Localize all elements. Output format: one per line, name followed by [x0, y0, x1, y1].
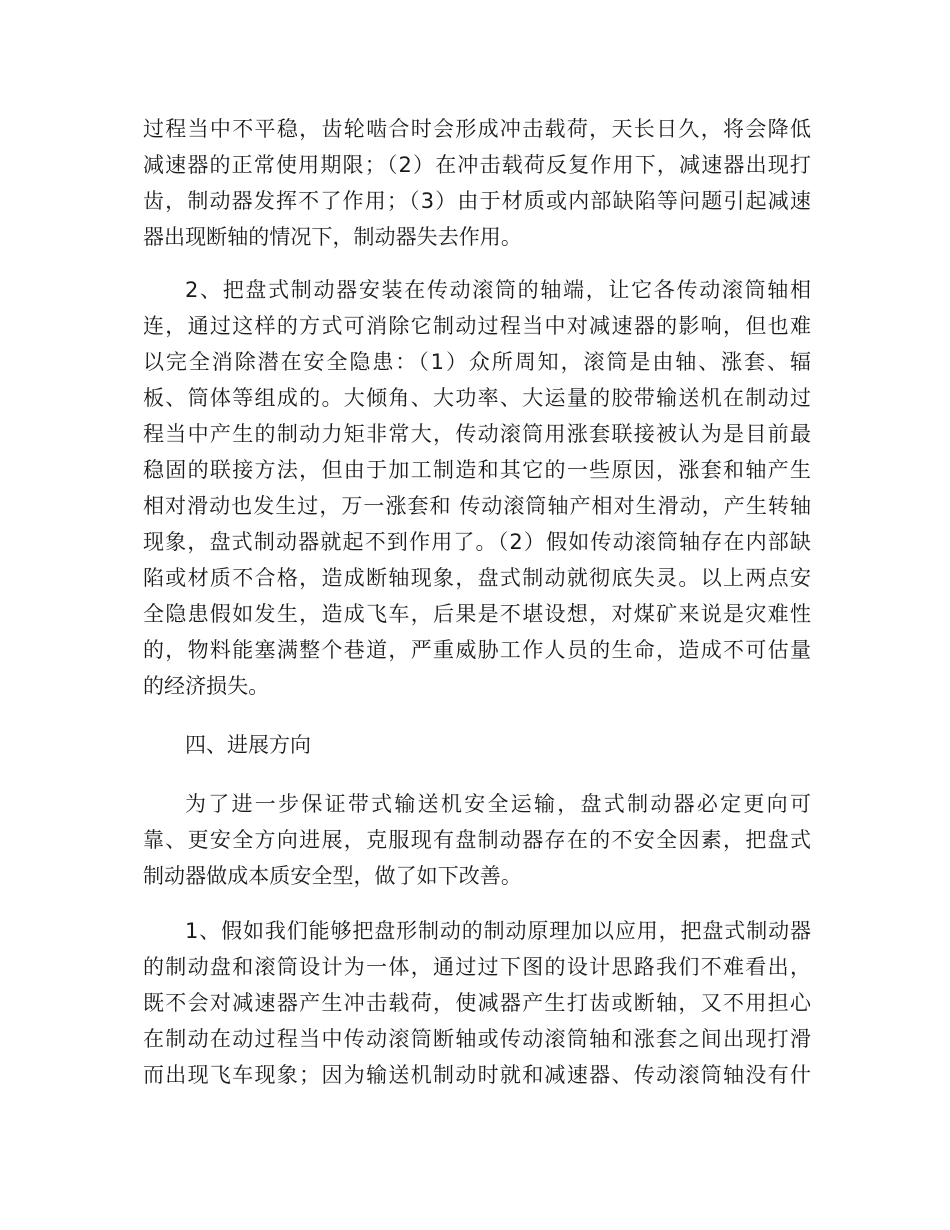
- section-heading: 四、进展方向: [185, 733, 311, 757]
- text-line: 的制动盘和滚筒设计为一体，通过过下图的设计思路我们不难看出，: [143, 955, 811, 979]
- text-line: 1、假如我们能够把盘形制动的制动原理加以应用，把盘式制动器: [185, 919, 811, 943]
- text-line: 板、筒体等组成的。大倾角、大功率、大运量的胶带输送机在制动过: [143, 386, 811, 410]
- text-line: 既不会对减速器产生冲击载荷，使减器产生打齿或断轴，又不用担心: [143, 991, 811, 1015]
- text-line: 连，通过这样的方式可消除它制动过程当中对减速器的影响，但也难: [143, 314, 811, 338]
- text-line: 为了进一步保证带式输送机安全运输，盘式制动器必定更向可: [185, 792, 811, 816]
- text-line: 现象，盘式制动器就起不到作用了。（2）假如传动滚筒轴存在内部缺: [143, 530, 811, 554]
- text-line: 齿，制动器发挥不了作用；（3）由于材质或内部缺陷等问题引起减速: [143, 189, 811, 213]
- text-line: 稳固的联接方法，但由于加工制造和其它的一些原因，涨套和轴产生: [143, 458, 811, 482]
- text-line: 靠、更安全方向进展，克服现有盘制动器存在的不安全因素，把盘式: [143, 828, 811, 852]
- text-line: 过程当中不平稳，齿轮啮合时会形成冲击载荷，天长日久，将会降低: [143, 117, 811, 141]
- text-line: 的经济损失。: [143, 674, 270, 698]
- text-line: 以完全消除潜在安全隐患：（1）众所周知，滚筒是由轴、涨套、辐: [143, 350, 811, 374]
- paragraph-1: [143, 111, 811, 255]
- text-line: 陷或材质不合格，造成断轴现象，盘式制动就彻底失灵。以上两点安: [143, 566, 811, 590]
- text-line: 2、把盘式制动器安装在传动滚筒的轴端，让它各传动滚筒轴相: [185, 278, 811, 302]
- text-line: 程当中产生的制动力矩非常大，传动滚筒用涨套联接被认为是目前最: [143, 422, 811, 446]
- text-line: 制动器做成本质安全型，做了如下改善。: [143, 864, 522, 888]
- text-line: 器出现断轴的情况下，制动器失去作用。: [143, 225, 522, 249]
- text-line: 在制动在动过程当中传动滚筒断轴或传动滚筒轴和涨套之间出现打滑: [143, 1027, 811, 1051]
- text-line: 而出现飞车现象；因为输送机制动时就和减速器、传动滚筒轴没有什: [143, 1063, 811, 1087]
- text-line: 全隐患假如发生，造成飞车，后果是不堪设想，对煤矿来说是灾难性: [143, 602, 811, 626]
- paragraph-2: [143, 272, 811, 704]
- paragraph-4: [143, 913, 811, 1093]
- text-line: 减速器的正常使用期限；（2）在冲击载荷反复作用下，减速器出现打: [143, 153, 811, 177]
- text-line: 相对滑动也发生过，万一涨套和 传动滚筒轴产相对生滑动，产生转轴: [143, 494, 811, 518]
- text-line: 的，物料能塞满整个巷道，严重威胁工作人员的生命，造成不可估量: [143, 638, 811, 662]
- paragraph-3: [143, 786, 811, 894]
